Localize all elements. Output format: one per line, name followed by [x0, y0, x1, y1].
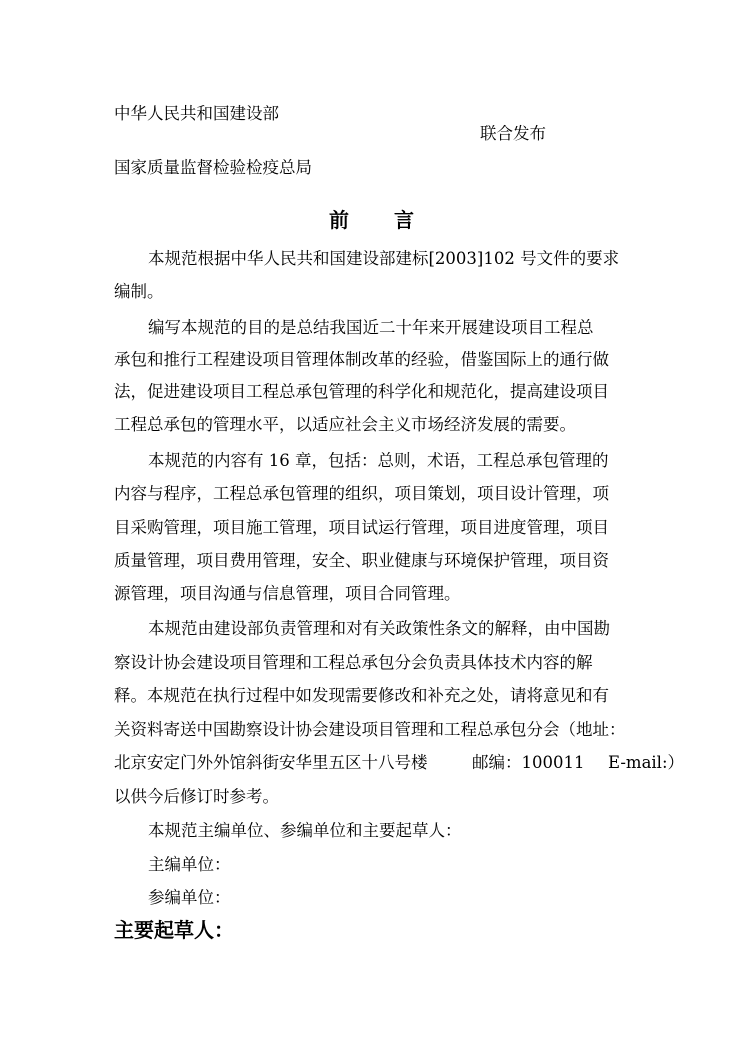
p2-line-3: 法，促进建设项目工程总承包管理的科学化和规范化，提高建设项目	[114, 382, 609, 401]
chief-unit-label: 主编单位：	[148, 855, 231, 874]
p4-line-3: 释。本规范在执行过程中如发现需要修改和补充之处，请将意见和有	[114, 686, 609, 705]
joint-release-label: 联合发布	[480, 124, 546, 143]
participating-unit-label: 参编单位：	[148, 888, 231, 907]
preface-title	[0, 208, 744, 232]
p3-line-5: 源管理，项目沟通与信息管理，项目合同管理。	[114, 584, 461, 603]
preface-title-left: 前	[329, 208, 350, 232]
issuer-ministry: 中华人民共和国建设部	[114, 104, 279, 123]
p4-line-1: 本规范由建设部负责管理和对有关政策性条文的解释，由中国勘	[148, 619, 610, 638]
p3-line-1: 本规范的内容有 16 章，包括：总则，术语，工程总承包管理的	[148, 451, 609, 470]
p2-line-4: 工程总承包的管理水平，以适应社会主义市场经济发展的需要。	[114, 415, 576, 434]
drafters-label: 主要起草人：	[114, 918, 234, 942]
email-text: E-mail:）	[608, 753, 685, 772]
contact-line	[114, 753, 685, 773]
p1-line-1: 本规范根据中华人民共和国建设部建标[2003]102 号文件的要求	[148, 249, 620, 268]
issuer-bureau: 国家质量监督检验检疫总局	[114, 158, 312, 177]
p4-line-last: 以供今后修订时参考。	[114, 787, 279, 806]
p3-line-3: 目采购管理，项目施工管理，项目试运行管理，项目进度管理，项目	[114, 518, 609, 537]
p2-line-1: 编写本规范的目的是总结我国近二十年来开展建设项目工程总	[148, 318, 594, 337]
preface-title-right: 言	[394, 208, 415, 232]
postcode-text: 邮编：100011	[472, 753, 585, 772]
p5-line: 本规范主编单位、参编单位和主要起草人：	[148, 821, 462, 840]
p3-line-2: 内容与程序，工程总承包管理的组织，项目策划，项目设计管理，项	[114, 484, 609, 503]
p4-line-4: 关资料寄送中国勘察设计协会建设项目管理和工程总承包分会（地址：	[114, 720, 626, 739]
p1-line-2: 编制。	[114, 282, 164, 301]
p2-line-2: 承包和推行工程建设项目管理体制改革的经验，借鉴国际上的通行做	[114, 350, 609, 369]
p3-line-4: 质量管理，项目费用管理，安全、职业健康与环境保护管理，项目资	[114, 551, 609, 570]
address-text: 北京安定门外外馆斜街安华里五区十八号楼	[114, 753, 428, 772]
p4-line-2: 察设计协会建设项目管理和工程总承包分会负责具体技术内容的解	[114, 653, 593, 672]
